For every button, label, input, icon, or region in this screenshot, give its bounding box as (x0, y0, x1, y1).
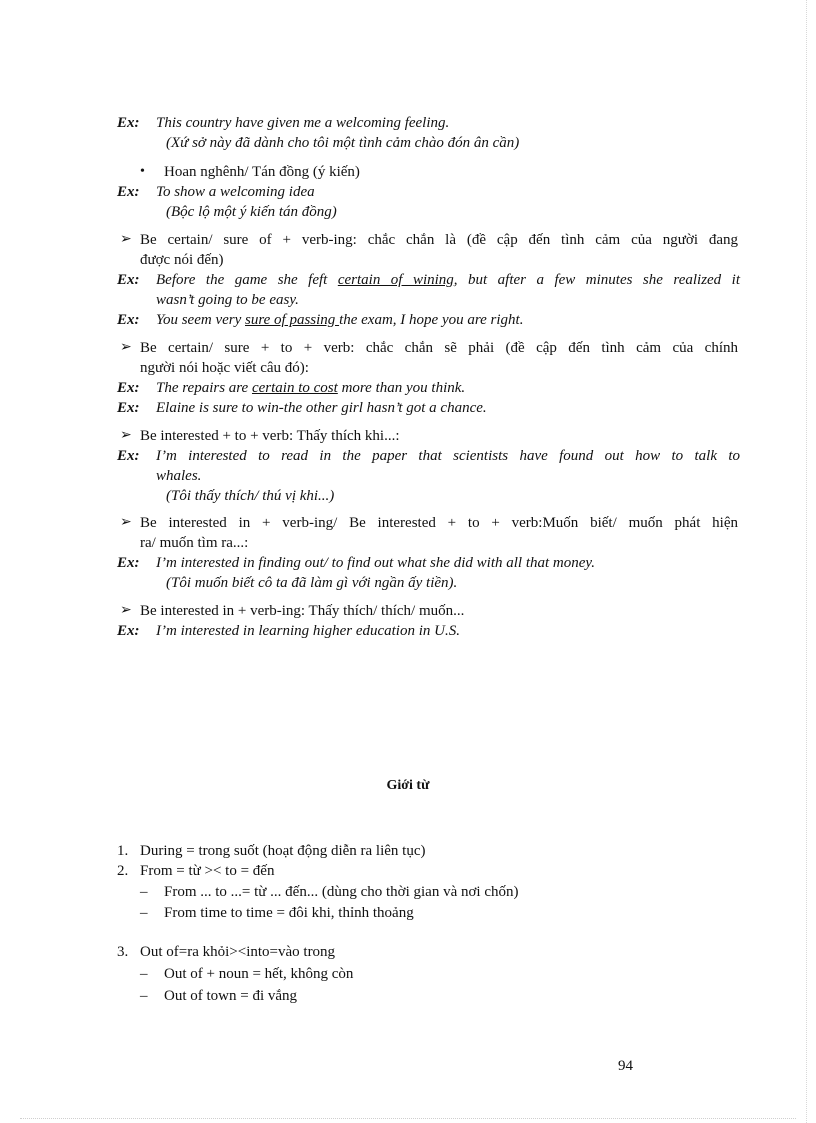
rule-text: Be interested in + verb-ing/ Be interested + to + verb:Muốn biết/ muốn phát hiện (140, 515, 738, 531)
ex-label: Ex: (117, 380, 140, 396)
example-sentence-cont: wasn’t going to be easy. (156, 292, 299, 308)
arrow-bullet-icon: ➢ (120, 603, 132, 618)
example-sentence-cont: whales. (156, 468, 202, 484)
ex-label: Ex: (117, 448, 140, 464)
list-number: 2. (117, 863, 129, 879)
example-sentence: To show a welcoming idea (156, 184, 315, 200)
ex-label: Ex: (117, 400, 140, 416)
rule-text-cont: người nói hoặc viết câu đó): (140, 360, 309, 376)
arrow-bullet-icon: ➢ (120, 232, 132, 247)
example-sentence: I’m interested to read in the paper that scientists have found out how to talk to (156, 448, 740, 464)
example-sentence: I’m interested in finding out/ to find out what she did with all that money. (156, 555, 596, 571)
example-sentence: Elaine is sure to win-the other girl hasn’t got a chance. (156, 400, 487, 416)
ex-label: Ex: (117, 312, 140, 328)
dash-bullet: – (140, 905, 148, 921)
list-item: From = từ >< to = đến (140, 863, 275, 879)
page-edge-divider (806, 0, 807, 1123)
arrow-bullet-icon: ➢ (120, 340, 132, 355)
page-number: 94 (618, 1058, 633, 1074)
rule-text-cont: ra/ muốn tìm ra...: (140, 535, 249, 551)
ex-label: Ex: (117, 623, 140, 639)
rule-text: Be interested + to + verb: Thấy thích khi...: (140, 428, 400, 444)
list-number: 3. (117, 944, 129, 960)
list-item: Out of=ra khỏi><into=vào trong (140, 944, 336, 960)
example-translation: (Tôi thấy thích/ thú vị khi...) (166, 488, 335, 504)
example-translation: (Bộc lộ một ý kiến tán đồng) (166, 204, 337, 220)
section-title: Giới từ (386, 778, 430, 793)
example-sentence: The repairs are certain to cost more than you think. (156, 380, 466, 396)
example-sentence: This country have given me a welcoming feeling. (156, 115, 450, 131)
list-number: 1. (117, 843, 129, 859)
ex-label: Ex: (117, 272, 140, 288)
rule-text-cont: được nói đến) (140, 252, 224, 268)
sub-list-item: From ... to ...= từ ... đến... (dùng cho thời gian và nơi chốn) (164, 884, 519, 900)
example-sentence: I’m interested in learning higher education in U.S. (156, 623, 460, 639)
ex-label: Ex: (117, 555, 140, 571)
bullet-text: Hoan nghênh/ Tán đồng (ý kiến) (164, 164, 360, 180)
dash-bullet: – (140, 884, 148, 900)
sub-list-item: From time to time = đôi khi, thỉnh thoảng (164, 905, 414, 921)
list-item: During = trong suốt (hoạt động diễn ra liên tục) (140, 843, 426, 859)
bullet-icon: • (140, 164, 145, 179)
footer-divider (20, 1118, 796, 1119)
arrow-bullet-icon: ➢ (120, 428, 132, 443)
example-sentence: You seem very sure of passing the exam, I hope you are right. (156, 312, 524, 328)
dash-bullet: – (140, 988, 148, 1004)
dash-bullet: – (140, 966, 148, 982)
ex-label: Ex: (117, 115, 140, 131)
sub-list-item: Out of + noun = hết, không còn (164, 966, 354, 982)
sub-list-item: Out of town = đi vắng (164, 988, 298, 1004)
example-translation: (Tôi muốn biết cô ta đã làm gì với ngần ấy tiền). (166, 575, 458, 591)
arrow-bullet-icon: ➢ (120, 515, 132, 530)
example-translation: (Xứ sở này đã dành cho tôi một tình cảm chào đón ân cần) (166, 135, 520, 151)
rule-text: Be certain/ sure + to + verb: chắc chắn sẽ phải (đề cập đến tình cảm của chính (140, 340, 738, 356)
rule-text: Be certain/ sure of + verb-ing: chắc chắn là (đề cập đến tình cảm của người đang (140, 232, 738, 248)
rule-text: Be interested in + verb-ing: Thấy thích/ thích/ muốn... (140, 603, 465, 619)
ex-label: Ex: (117, 184, 140, 200)
example-sentence: Before the game she feft certain of wining, but after a few minutes she realized it (156, 272, 741, 288)
